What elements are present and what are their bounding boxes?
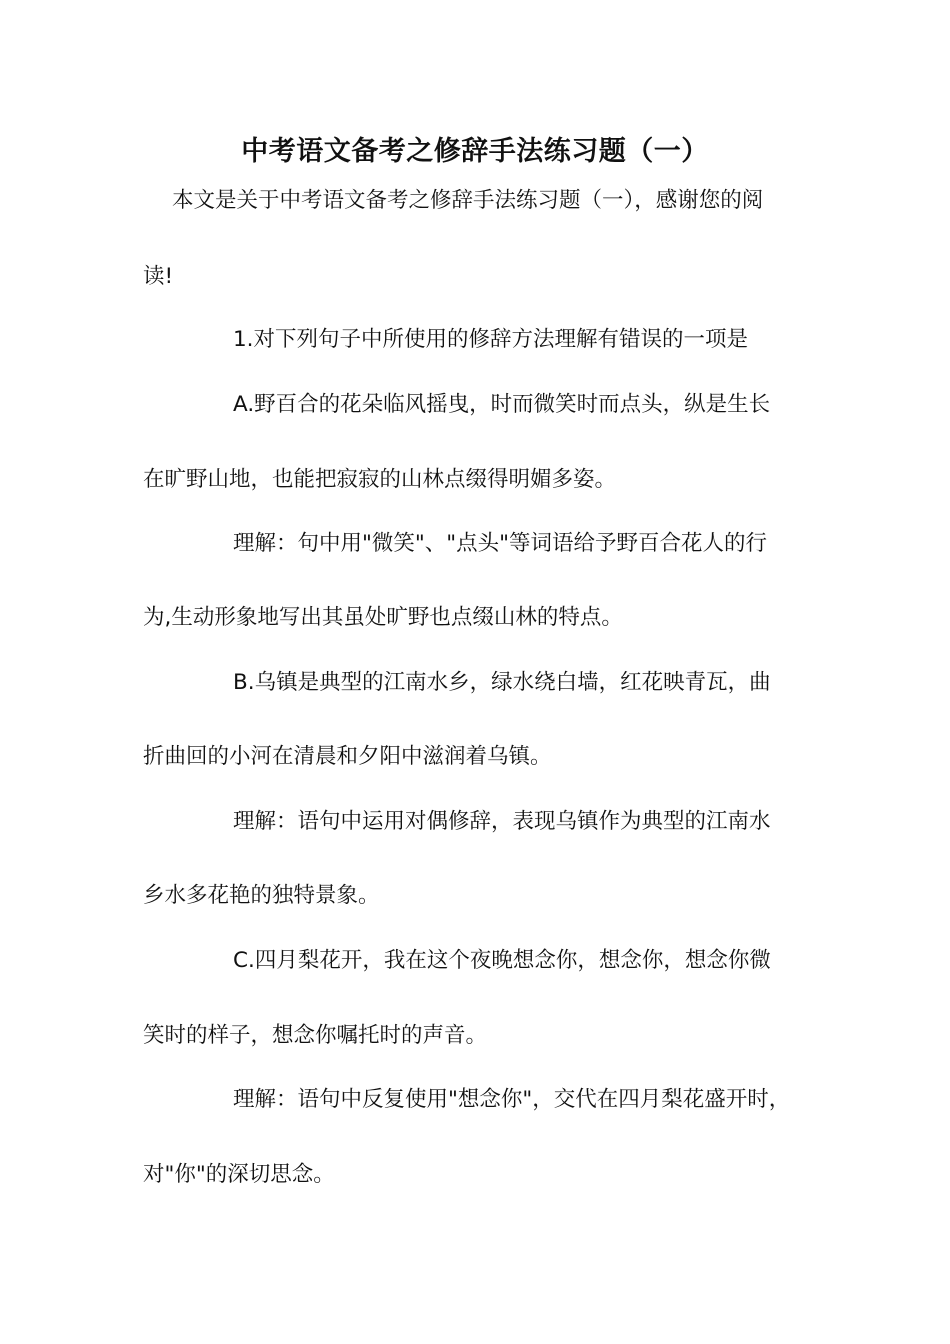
option-a-line-2: 在旷野山地，也能把寂寂的山林点缀得明媚多姿。: [143, 467, 617, 492]
option-b-line-1: B.乌镇是典型的江南水乡，绿水绕白墙，红花映青瓦，曲: [233, 670, 771, 695]
intro-line-1: 本文是关于中考语文备考之修辞手法练习题（一），感谢您的阅: [172, 188, 764, 213]
document-title: 中考语文备考之修辞手法练习题（一）: [241, 136, 709, 167]
option-b-line-2: 折曲回的小河在清晨和夕阳中滋润着乌镇。: [143, 744, 552, 769]
explanation-a-line-2: 为,生动形象地写出其虽处旷野也点缀山林的特点。: [143, 605, 623, 630]
explanation-a-line-1: 理解：句中用"微笑"、"点头"等词语给予野百合花人的行: [233, 531, 768, 556]
explanation-c-line-1: 理解：语句中反复使用"想念你"，交代在四月梨花盛开时，: [233, 1087, 791, 1112]
explanation-b-line-2: 乡水多花艳的独特景象。: [143, 883, 380, 908]
explanation-c-line-2: 对"你"的深切思念。: [143, 1162, 335, 1187]
option-c-line-2: 笑时的样子，想念你嘱托时的声音。: [143, 1023, 488, 1048]
question-stem: 1.对下列句子中所使用的修辞方法理解有错误的一项是: [233, 327, 749, 352]
option-c-line-1: C.四月梨花开，我在这个夜晚想念你，想念你，想念你微: [233, 948, 771, 973]
option-a-line-1: A.野百合的花朵临风摇曳，时而微笑时而点头，纵是生长: [233, 392, 771, 417]
explanation-b-line-1: 理解：语句中运用对偶修辞，表现乌镇作为典型的江南水: [233, 809, 771, 834]
intro-line-2: 读!: [143, 264, 174, 289]
